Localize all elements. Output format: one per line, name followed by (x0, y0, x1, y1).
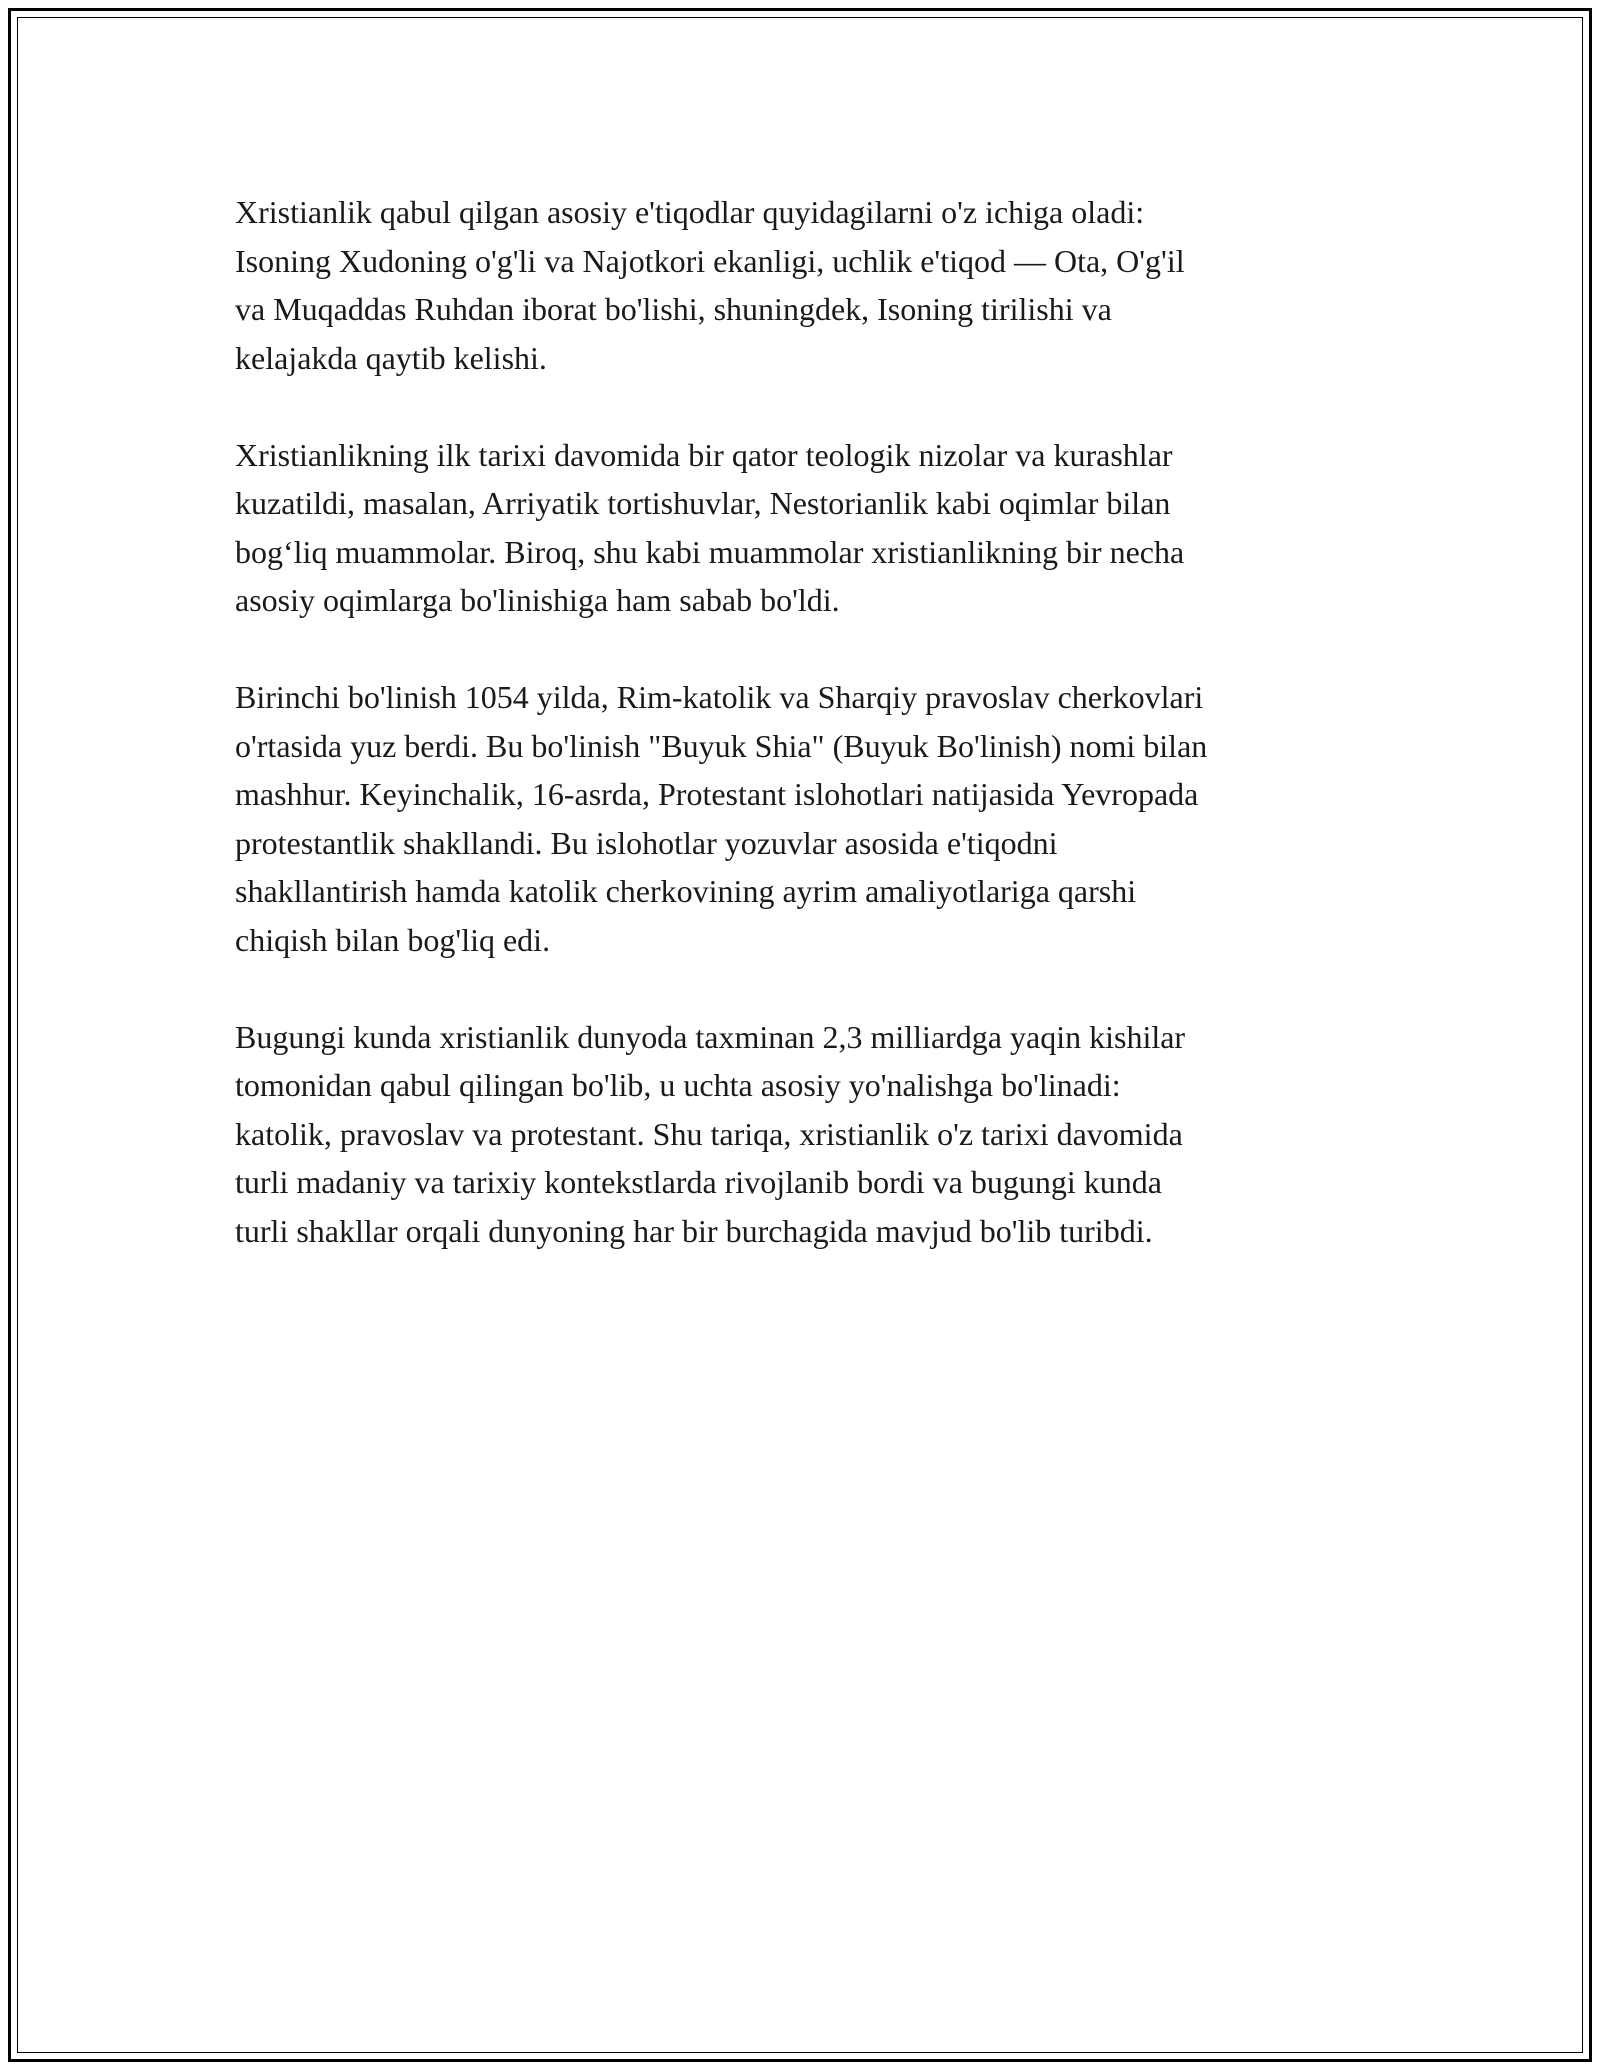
paragraph-early-history (235, 431, 1375, 625)
text-line: Isoning Xudoning o'g'li va Najotkori ekanligi, uchlik e'tiqod — Ota, O'g'il (235, 242, 1185, 279)
text-line: Birinchi bo'linish 1054 yilda, Rim-katolik va Sharqiy pravoslav cherkovlari (235, 679, 1204, 715)
text-line: protestantlik shakllandi. Bu islohotlar yozuvlar asosida e'tiqodni (235, 824, 1058, 861)
text-line: tomonidan qabul qilingan bo'lib, u uchta asosiy yo'nalishga bo'linadi: (235, 1067, 1121, 1103)
text-line: turli shakllar orqali dunyoning har bir burchagida mavjud bo'lib turibdi. (235, 1212, 1153, 1249)
text-line: kelajakda qaytib kelishi. (235, 339, 547, 376)
text-line: katolik, pravoslav va protestant. Shu tariqa, xristianlik o'z tarixi davomida (235, 1115, 1183, 1152)
text-line: Bugungi kunda xristianlik dunyoda taxminan 2,3 milliardga yaqin kishilar (235, 1018, 1186, 1055)
text-line: bog‘liq muammolar. Biroq, shu kabi muammolar xristianlikning bir necha (235, 533, 1185, 570)
text-line: o'rtasida yuz berdi. Bu bo'linish "Buyuk Shia" (Buyuk Bo'linish) nomi bilan (235, 727, 1208, 764)
text-line: asosiy oqimlarga bo'linishiga ham sabab bo'ldi. (235, 582, 840, 618)
paragraph-today (235, 1013, 1375, 1256)
paragraph-beliefs (235, 188, 1375, 382)
text-line: shakllantirish hamda katolik cherkovining ayrim amaliyotlariga qarshi (235, 873, 1137, 909)
text-line: Xristianlikning ilk tarixi davomida bir qator teologik nizolar va kurashlar (235, 436, 1173, 473)
paragraph-schisms (235, 673, 1375, 964)
text-line: Xristianlik qabul qilgan asosiy e'tiqodlar quyidagilarni o'z ichiga oladi: (235, 194, 1145, 230)
document-body (235, 188, 1375, 1304)
text-line: va Muqaddas Ruhdan iborat bo'lishi, shuningdek, Isoning tirilishi va (235, 291, 1112, 327)
text-line: kuzatildi, masalan, Arriyatik tortishuvlar, Nestorianlik kabi oqimlar bilan (235, 485, 1171, 521)
text-line: chiqish bilan bog'liq edi. (235, 921, 551, 958)
text-line: mashhur. Keyinchalik, 16-asrda, Protestant islohotlari natijasida Yevropada (235, 776, 1199, 812)
text-line: turli madaniy va tarixiy kontekstlarda rivojlanib bordi va bugungi kunda (235, 1164, 1162, 1200)
